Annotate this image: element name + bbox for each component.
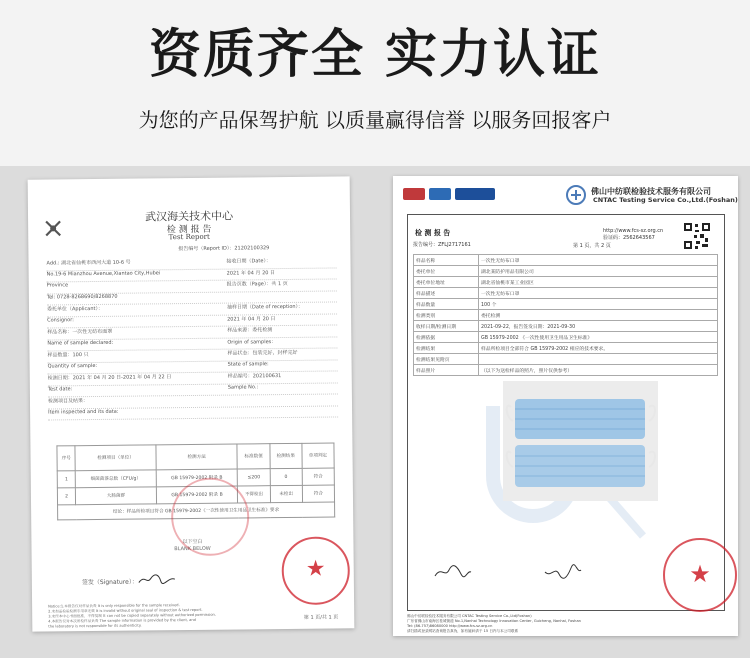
handwritten-signature-icon — [543, 564, 583, 580]
table-row — [414, 310, 718, 321]
column-header: 检测结果 — [270, 443, 302, 468]
info-left-text: Province — [46, 282, 69, 289]
table-cell: GB 15979-2002 附录 B — [156, 469, 238, 487]
page-title: 资质齐全 实力认证 — [148, 25, 602, 85]
right-report-number: 报告编号：ZFLJ2717161 — [413, 242, 471, 248]
left-page-number: 第 1 页/共 1 页 — [303, 614, 339, 621]
cntac-logo-icon — [565, 184, 587, 206]
column-header: 单项判定 — [302, 443, 334, 468]
field-label: 收样日期/检测日期 — [414, 321, 479, 332]
note-line: the laboratory is not responsible for its authenticity. — [48, 623, 142, 629]
info-right-text: 接收日期（Date）： — [226, 258, 271, 265]
field-label: 检测结果见附页 — [414, 354, 479, 365]
footer-line: 佛山中纺联检验技术服务有限公司 CNTAC Testing Service Co.,Ltd(Foshan) — [407, 614, 532, 618]
field-value: 一次性无纺布口罩 — [479, 288, 718, 299]
info-right-text: Origin of samples： — [227, 338, 277, 346]
field-value: 湖北省仙桃市某工业园区 — [479, 277, 718, 288]
info-row — [48, 406, 338, 421]
table-row — [414, 321, 718, 332]
left-signature-label: 签发（Signature）： — [81, 578, 138, 587]
column-header: 标准数值 — [237, 444, 269, 469]
info-left-text: 检测日期：2021 年 04 月 20 日-2021 年 04 月 22 日 — [47, 374, 172, 382]
info-right-text — [228, 406, 338, 418]
table-cell: GB 15979-2002 附录 B — [156, 486, 238, 504]
footer-line: 广东省佛山市南海区桂城街道 No.1,Nanhai Technology Innovation Center, Guicheng, Nanhai, Foshan — [407, 619, 581, 623]
verify-code: 验证码：2562643567 — [603, 235, 655, 241]
info-right-text: 2021 年 04 月 20 日 — [226, 269, 276, 277]
info-right-text: 样品状态：包装完好，封样完好 — [227, 349, 298, 357]
left-certificate-panel — [0, 166, 375, 658]
field-label: 委托单位 — [414, 266, 479, 277]
red-official-stamp: ★ — [281, 536, 350, 605]
table-cell: 不得检出 — [238, 486, 270, 503]
table-cell: 2 — [57, 488, 76, 505]
info-left-text: 样品名称：一次性无纺布面罩 — [47, 328, 113, 336]
blank-below-cn: 以下空白 — [182, 538, 203, 546]
info-right-text: 报告页数（Page）：共 1 页 — [226, 280, 288, 288]
field-value: 样品所检项目全部符合 GB 15979-2002 相应的技术要求。 — [479, 343, 718, 354]
left-info-rows — [46, 256, 338, 420]
note-line: Notice:1.本报告仅对样品负责 It is only responsible for the sample received. — [48, 603, 180, 609]
field-value: 湖北某防护用品有限公司 — [479, 266, 718, 277]
info-right-text — [228, 394, 338, 406]
field-value — [479, 354, 718, 365]
table-row — [414, 266, 718, 277]
info-left-text: 检测项目及结果： — [47, 398, 89, 405]
field-label: 委托单位地址 — [414, 277, 479, 288]
column-header: 检测方法 — [156, 444, 238, 470]
field-label: 检测类别 — [414, 310, 479, 321]
right-org-name-en: CNTAC Testing Service Co.,Ltd.(Foshan) — [593, 196, 738, 204]
info-left-text: 样品数量：100 只 — [47, 352, 89, 359]
footer-line: 请扫描或登录网站查询报告真伪，如有疑问请于 15 日内与本公司联系 — [407, 629, 519, 633]
field-label: 检测依据 — [414, 332, 479, 343]
info-right-text: 样品来源：委托检测 — [227, 327, 273, 334]
info-left-text: Add.: 湖北省仙桃市西河大道 10-6 号 — [46, 259, 131, 267]
table-row — [414, 354, 718, 365]
footer-line: Tel: (86-757)86080000 http://www.fcs-sz.org.cn — [407, 624, 493, 628]
info-left-text: Name of sample declared: — [47, 339, 114, 347]
red-official-stamp: ★ — [663, 538, 737, 612]
left-org-name: 武汉海关技术中心 — [144, 209, 234, 224]
info-left-text: Item inspected and its data: — [48, 408, 119, 415]
handwritten-signature-icon — [433, 564, 473, 580]
field-label: 样品数量 — [414, 299, 479, 310]
column-header: 检测项目（单位） — [75, 445, 156, 471]
field-label: 样品照片 — [414, 365, 479, 376]
table-cell: 大肠菌群 — [76, 487, 157, 505]
table-row — [414, 343, 718, 354]
table-cell: 符合 — [302, 468, 334, 485]
field-value: 一次性无纺布口罩 — [479, 255, 718, 266]
table-row — [414, 299, 718, 310]
handwritten-signature-icon — [137, 572, 177, 586]
left-remark: 结论：样品所检项目符合 GB 15979-2002《一次性使用卫生用品卫生标准》要求 — [58, 502, 335, 520]
faint-stamp — [171, 477, 250, 556]
field-value: 2021-09-22，报告签发日期：2021-09-30 — [479, 321, 718, 332]
info-right-text: State of sample: — [227, 360, 269, 368]
right-info-table — [413, 254, 718, 376]
qr-code-icon — [683, 222, 711, 250]
table-cell: 0 — [270, 468, 302, 485]
table-cell: 符合 — [302, 485, 334, 502]
field-label: 检测结果 — [414, 343, 479, 354]
left-report-id: 报告编号（Report ID）：21202100329 — [178, 245, 270, 253]
info-left-text: Test date: — [47, 385, 73, 392]
field-value: GB 15979-2002 《一次性使用卫生用品卫生标准》 — [479, 332, 718, 343]
info-right-text: 样品编号：202100631 — [227, 373, 282, 380]
field-label: 样品名称 — [414, 255, 479, 266]
mask-sample-photo — [503, 381, 658, 501]
left-notes — [48, 602, 268, 629]
note-line: 3.未经本中心书面批准，不得复制 It can not be copied separately without authorized permission. — [48, 612, 216, 619]
info-left-text: Quantity of sample: — [47, 362, 98, 369]
table-row — [414, 288, 718, 299]
header — [0, 0, 750, 165]
right-report-url — [603, 228, 663, 242]
right-certificate-panel — [375, 166, 750, 658]
table-row — [414, 255, 718, 266]
info-right-text — [227, 291, 337, 303]
table-row — [414, 332, 718, 343]
info-right-text: Sample No.: — [227, 383, 259, 391]
right-report-title: 检 测 报 告 — [415, 229, 451, 237]
field-value: （以下为送检样品的照片，照片仅供参考） — [479, 365, 718, 376]
accreditation-logos-icon — [403, 186, 503, 202]
info-left-text: Consignor: — [47, 316, 74, 324]
right-page-number: 第 1 页，共 2 页 — [573, 243, 611, 249]
field-label: 样品描述 — [414, 288, 479, 299]
column-header: 序号 — [57, 446, 76, 471]
note-line: 2.未加盖检验检测专用章无效 It is invalid without original seal of inspection & test report. — [48, 607, 203, 614]
right-org-name: 佛山中纺联检验技术服务有限公司 — [591, 187, 711, 196]
table-cell: ≤200 — [238, 469, 270, 486]
report-url: http://www.fcs-sz.org.cn — [603, 228, 664, 234]
left-report-title-en: Test Report — [168, 232, 210, 242]
info-right-text: 2021 年 04 月 20 日 — [227, 315, 276, 323]
page-subtitle: 为您的产品保驾护航 以质量赢得信誉 以服务回报客户 — [138, 108, 612, 132]
table-cell: 细菌菌落总数（CFU/g） — [76, 470, 157, 488]
blank-below-en: BLANK BELOW — [174, 545, 211, 553]
mask-image-icon — [503, 381, 658, 501]
table-cell: 1 — [57, 471, 76, 488]
left-report-title: 检 测 报 告 — [166, 224, 212, 236]
info-right-text: 抽样日期（Date of reception）： — [226, 303, 304, 311]
field-value: 100 个 — [479, 299, 718, 310]
table-cell: 未检出 — [270, 485, 302, 502]
info-left-text: 委托单位（Applicant）： — [46, 305, 104, 313]
left-test-report — [28, 176, 355, 631]
table-row — [414, 365, 718, 376]
info-left-text: Tel: 0728-8268690/8268870 — [46, 293, 118, 301]
right-test-report — [393, 176, 738, 636]
table-header-row — [57, 443, 334, 471]
table-row — [414, 277, 718, 288]
note-line: 4.本报告仅对本次所检样品负责 The sample information is provided by the client, and — [48, 617, 196, 624]
right-footer — [407, 614, 725, 634]
field-value: 委托检测 — [479, 310, 718, 321]
info-left-text: No.19-6 Mianzhou Avenue,Xiantao City,Hubei — [46, 269, 161, 278]
